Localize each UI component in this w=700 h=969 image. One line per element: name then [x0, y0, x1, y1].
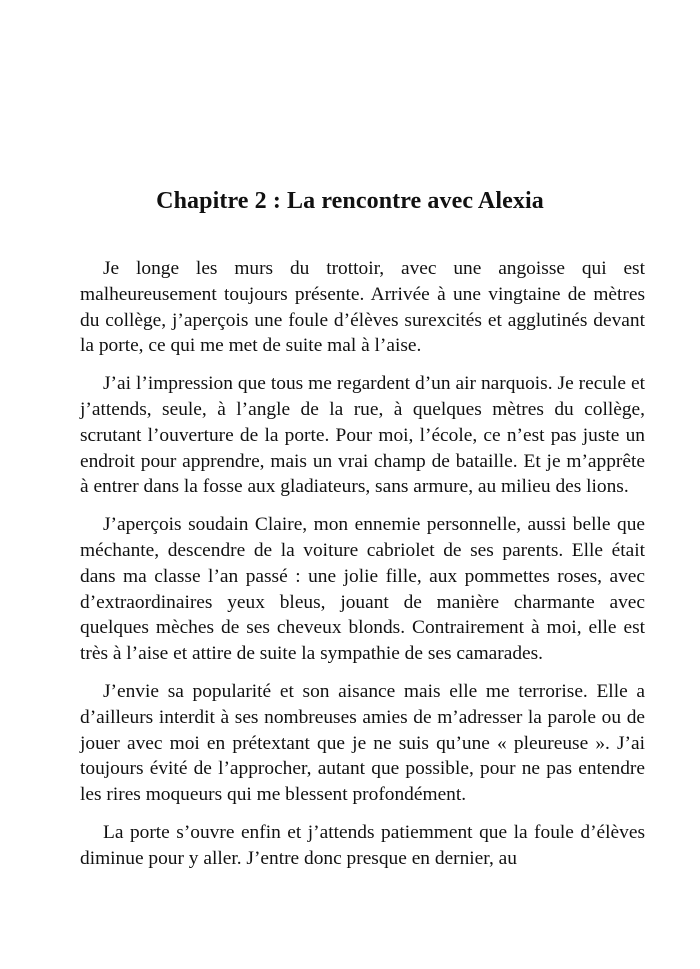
chapter-title: Chapitre 2 : La rencontre avec Alexia — [156, 188, 544, 214]
paragraph: Je longe les murs du trottoir, avec une angoisse qui est malheureusement toujours présente. Arrivée à une vingtaine de mètres du collège, j’aperçois une foule d’élèves surexcités et agglutinés devant la porte, ce qui me met de suite mal à l’aise. — [80, 258, 645, 357]
paragraph: J’aperçois soudain Claire, mon ennemie personnelle, aussi belle que méchante, descendre de la voiture cabriolet de ses parents. Elle était dans ma classe l’an passé : une jolie fille, aux pommettes roses, avec d’extraordinaires yeux bleus, jouant de manière charmante avec quelques mèches de ses cheveux blonds. Contrairement à moi, elle est très à l’aise et attire de suite la sympathie de ses camarades. — [80, 514, 645, 665]
paragraph: J’ai l’impression que tous me regardent d’un air narquois. Je recule et j’attends, seule, à l’angle de la rue, à quelques mètres du collège, scrutant l’ouverture de la porte. Pour moi, l’école, ce n’est pas juste un endroit pour apprendre, mais un vrai champ de bataille. Et je m’apprête à entrer dans la fosse aux gladiateurs, sans armure, au milieu des lions. — [80, 373, 645, 498]
paragraph: La porte s’ouvre enfin et j’attends patiemment que la foule d’élèves diminue pour y aller. J’entre donc presque en dernier, au — [80, 821, 645, 869]
chapter-text — [80, 256, 645, 884]
paragraph: J’envie sa popularité et son aisance mais elle me terrorise. Elle a d’ailleurs interdit à ses nombreuses amies de m’adresser la parole ou de jouer avec moi en prétextant que je ne suis qu’une « pleureuse ». J’ai toujours évité de l’approcher, autant que possible, pour ne pas entendre les rires moqueurs qui me blessent profondément. — [80, 680, 645, 806]
